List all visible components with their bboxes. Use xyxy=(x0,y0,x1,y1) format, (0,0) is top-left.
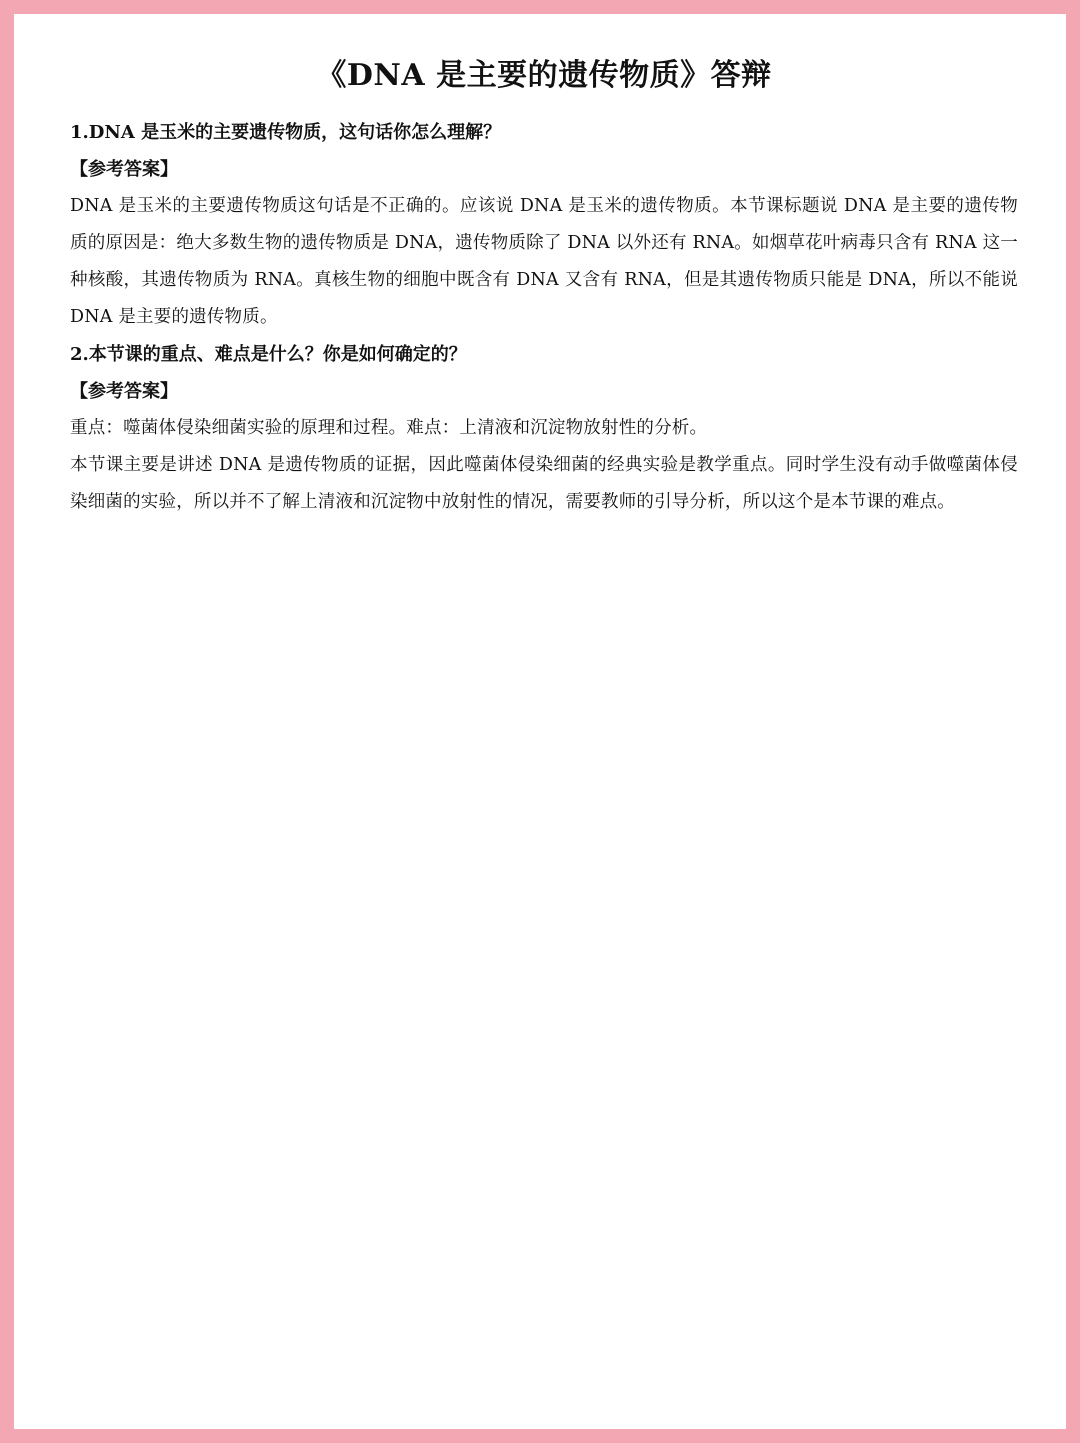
answer-label-1: 【参考答案】 xyxy=(70,159,178,180)
question-1-section xyxy=(70,114,1018,336)
question-1: 1.DNA 是玉米的主要遗传物质，这句话你怎么理解？ xyxy=(70,122,502,143)
answer-1-paragraph: DNA 是玉米的主要遗传物质这句话是不正确的。应该说 DNA 是玉米的遗传物质。本节课标题说 DNA 是主要的遗传物质的原因是：绝大多数生物的遗传物质是 DNA，遗传物质除了 DNA 以外还有 RNA。如烟草花叶病毒只含有 RNA 这一种核酸，其遗传物质为 RNA。真核生物的细胞中既含有 DNA 又含有 RNA，但是其遗传物质只能是 DNA，所以不能说 DNA 是主要的遗传物质。 xyxy=(70,196,1018,327)
answer-2-paragraph-1: 重点：噬菌体侵染细菌实验的原理和过程。难点：上清液和沉淀物放射性的分析。 xyxy=(70,418,708,438)
question-2-section xyxy=(70,336,1018,521)
document-title: 《DNA 是主要的遗传物质》答辩 xyxy=(316,58,772,93)
question-2: 2.本节课的重点、难点是什么？你是如何确定的？ xyxy=(70,344,467,365)
document-page xyxy=(14,14,1066,1429)
answer-2-paragraph-2: 本节课主要是讲述 DNA 是遗传物质的证据，因此噬菌体侵染细菌的经典实验是教学重点。同时学生没有动手做噬菌体侵染细菌的实验，所以并不了解上清液和沉淀物中放射性的情况，需要教师的引导分析，所以这个是本节课的难点。 xyxy=(70,455,1018,512)
answer-label-2: 【参考答案】 xyxy=(70,381,178,402)
